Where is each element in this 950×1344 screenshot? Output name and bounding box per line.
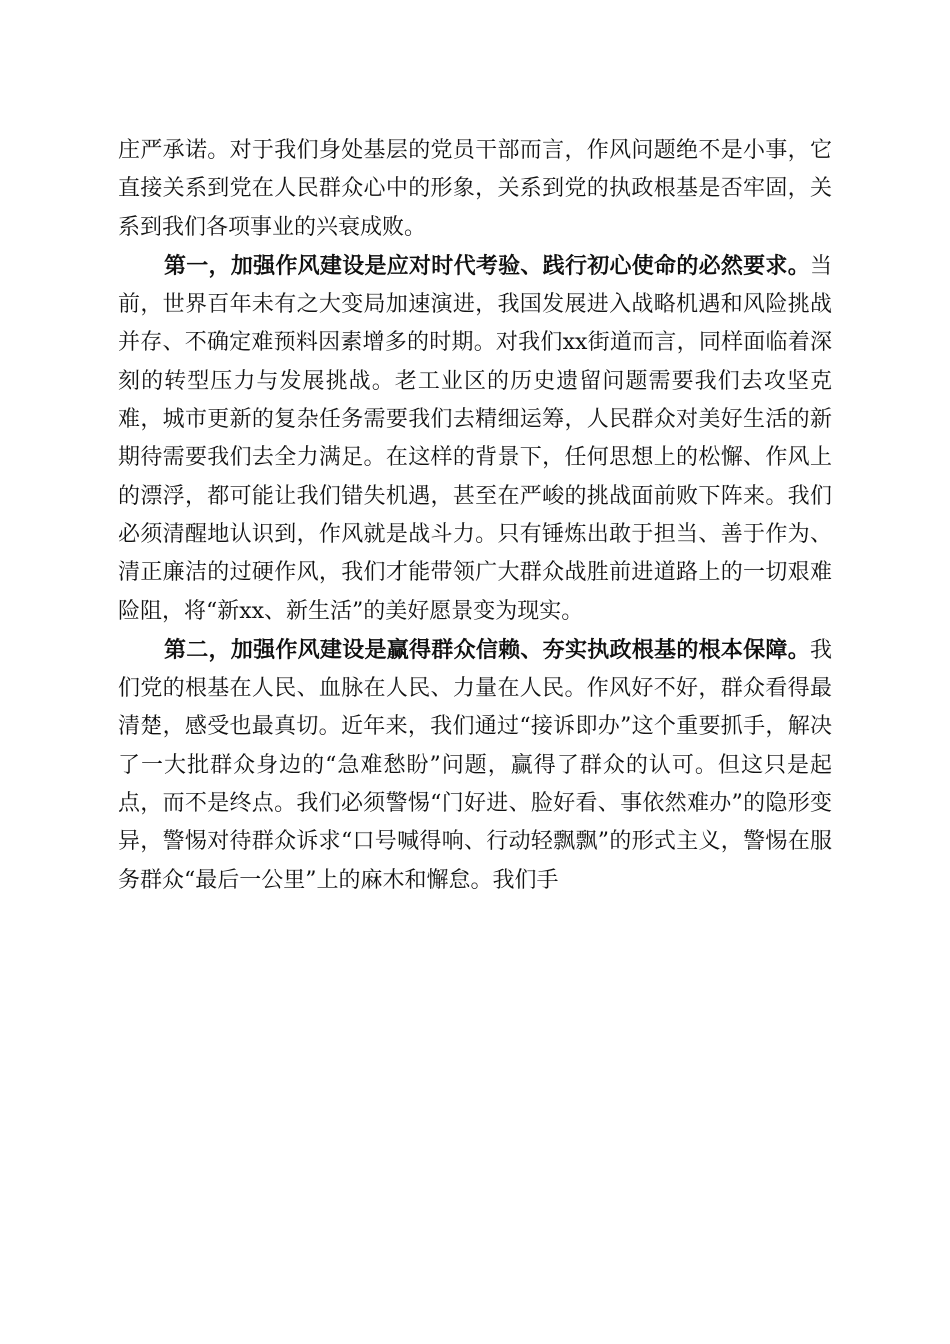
first-point-heading: 第一，加强作风建设是应对时代考验、践行初心使命的必然要求。 <box>164 252 810 279</box>
paragraph-continuation: 庄严承诺。对于我们身处基层的党员干部而言，作风问题绝不是小事，它直接关系到党在人民群众心中的形象，关系到党的执政根基是否牢固，关系到我们各项事业的兴衰成败。 <box>118 138 832 240</box>
second-point-body: 我们党的根基在人民、血脉在人民、力量在人民。作风好不好，群众看得最清楚，感受也最真切。近年来，我们通过“接诉即办”这个重要抓手，解决了一大批群众身边的“急难愁盼”问题，赢得了群众的认可。但这只是起点，而不是终点。我们必须警惕“门好进、脸好看、事依然难办”的隐形变异，警惕对待群众诉求“口号喊得响、行动轻飘飘”的形式主义，警惕在服务群众“最后一公里”上的麻木和懈怠。我们手 <box>118 637 832 893</box>
paragraph-second-point <box>118 631 832 900</box>
first-point-body: 当前，世界百年未有之大变局加速演进，我国发展进入战略机遇和风险挑战并存、不确定难预料因素增多的时期。对我们xx街道而言，同样面临着深刻的转型压力与发展挑战。老工业区的历史遗留问题需要我们去攻坚克难，城市更新的复杂任务需要我们去精细运筹，人民群众对美好生活的新期待需要我们去全力满足。在这样的背景下，任何思想上的松懈、作风上的漂浮，都可能让我们错失机遇，甚至在严峻的挑战面前败下阵来。我们必须清醒地认识到，作风就是战斗力。只有锤炼出敢于担当、善于作为、清正廉洁的过硬作风，我们才能带领广大群众战胜前进道路上的一切艰难险阻，将“新xx、新生活”的美好愿景变为现实。 <box>118 253 832 624</box>
second-point-heading: 第二，加强作风建设是赢得群众信赖、夯实执政根基的根本保障。 <box>164 636 810 663</box>
document-page <box>118 132 832 900</box>
paragraph-first-point <box>118 247 832 631</box>
